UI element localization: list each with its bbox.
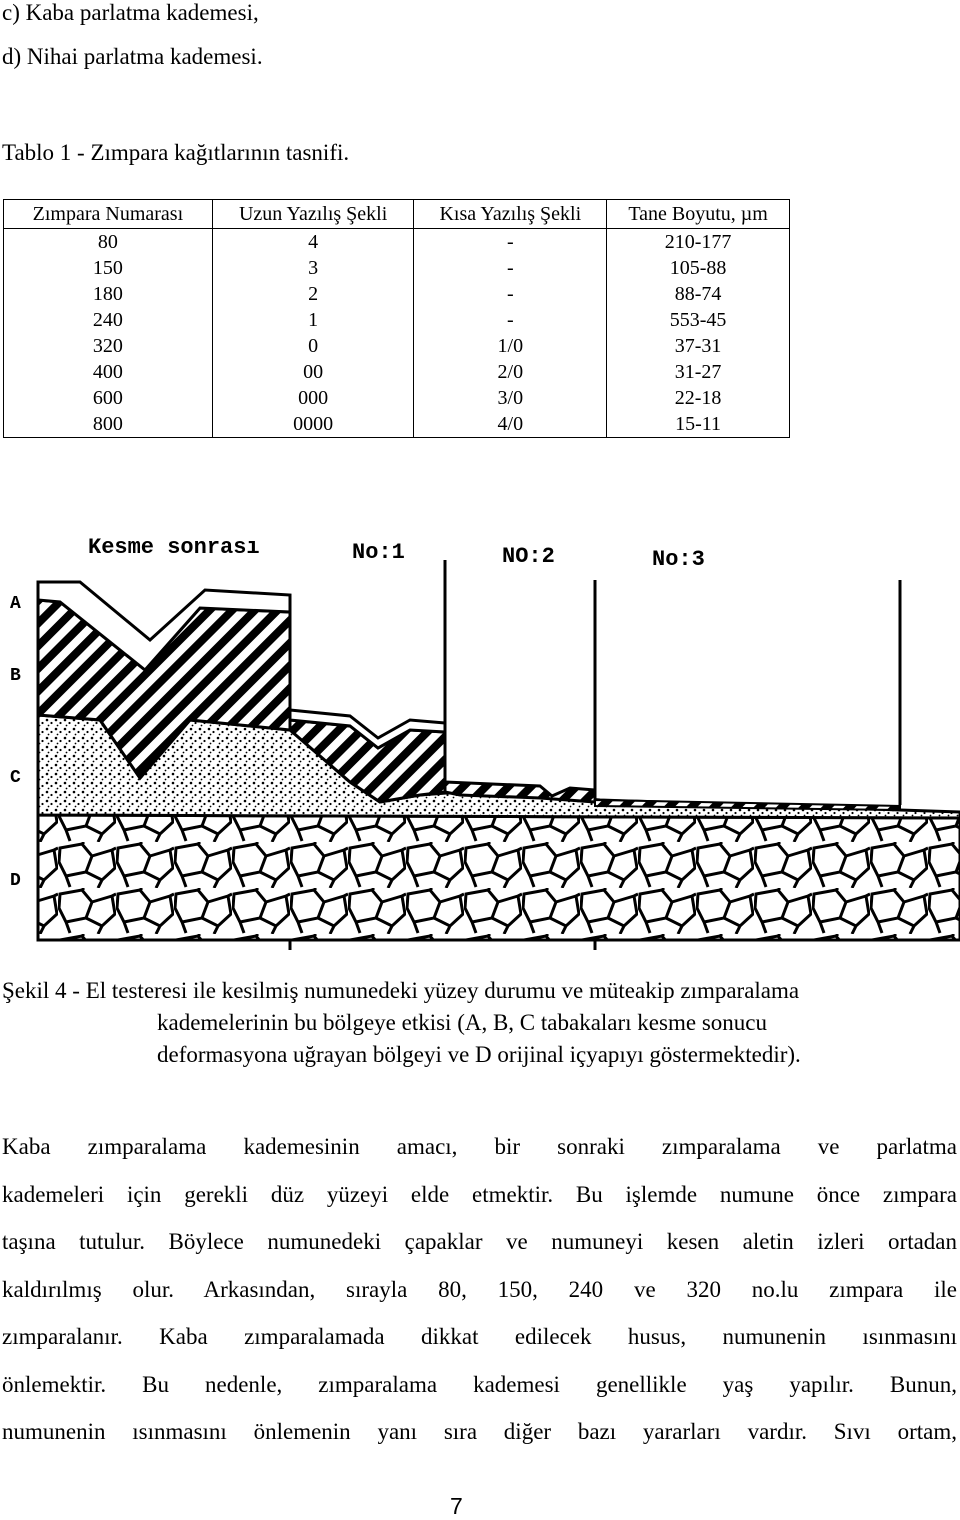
header-short-form: Kısa Yazılış Şekli: [414, 200, 607, 229]
label-kesme-sonrasi: Kesme sonrası: [88, 535, 260, 560]
table-row: [4, 411, 790, 438]
body-paragraph: [2, 1127, 957, 1460]
label-b: B: [10, 666, 21, 686]
table-cell: 0: [212, 333, 414, 359]
table-cell: -: [414, 281, 607, 307]
table-row: [4, 359, 790, 385]
table-cell: 88-74: [607, 281, 790, 307]
figure-caption: [2, 975, 957, 1071]
table-cell: 1: [212, 307, 414, 333]
table-cell: 31-27: [607, 359, 790, 385]
label-d: D: [10, 871, 21, 891]
table-cell: 600: [4, 385, 213, 411]
table-cell: 2/0: [414, 359, 607, 385]
label-a: A: [10, 594, 21, 614]
table-cell: 180: [4, 281, 213, 307]
table-cell: -: [414, 255, 607, 281]
table-row: [4, 255, 790, 281]
table-cell: 3: [212, 255, 414, 281]
table-cell: 150: [4, 255, 213, 281]
table-cell: 2: [212, 281, 414, 307]
caption-line: deformasyona uğrayan bölgeyi ve D orijinal içyapıyı göstermektedir).: [157, 1042, 801, 1067]
table-cell: 15-11: [607, 411, 790, 438]
body-line: kaldırılmış olur. Arkasından, sırayla 80, 150, 240 ve 320 no.lu zımpara ile: [2, 1276, 957, 1302]
sandpaper-table: [3, 199, 790, 438]
header-grit-number: Zımpara Numarası: [4, 200, 213, 229]
table-cell: 000: [212, 385, 414, 411]
table-row: [4, 385, 790, 411]
table-row: [4, 229, 790, 256]
table-cell: 240: [4, 307, 213, 333]
table-row: [4, 281, 790, 307]
table-cell: 0000: [212, 411, 414, 438]
caption-line: Şekil 4 - El testeresi ile kesilmiş numunedeki yüzey durumu ve müteakip zımparalama: [2, 978, 800, 1003]
header-grain-size: Tane Boyutu, µm: [607, 200, 790, 229]
table-row: [4, 307, 790, 333]
list-item-c: c) Kaba parlatma kademesi,: [2, 0, 259, 25]
table-cell: 400: [4, 359, 213, 385]
table-cell: 22-18: [607, 385, 790, 411]
table-cell: 210-177: [607, 229, 790, 256]
layer-d-original-structure: [38, 815, 960, 940]
table-title: Tablo 1 - Zımpara kağıtlarının tasnifi.: [2, 140, 350, 165]
body-line: Kaba zımparalama kademesinin amacı, bir sonraki zımparalama ve parlatma: [2, 1134, 957, 1159]
table-cell: 4: [212, 229, 414, 256]
page-number: 7: [450, 1493, 463, 1519]
label-no3: No:3: [652, 547, 705, 572]
table-cell: 105-88: [607, 255, 790, 281]
body-line: kademeleri için gerekli düz yüzeyi elde etmektir. Bu işlemde numune önce zımpara: [2, 1181, 957, 1207]
label-no1: No:1: [352, 540, 405, 565]
table-cell: -: [414, 229, 607, 256]
table-row: [4, 333, 790, 359]
label-c: C: [10, 768, 21, 788]
table-cell: 4/0: [414, 411, 607, 438]
body-line: zımparalanır. Kaba zımparalamada dikkat edilecek husus, numunenin ısınmasını: [2, 1324, 957, 1349]
body-line: numunenin ısınmasını önlemenin yanı sıra diğer bazı yararları vardır. Sıvı ortam,: [2, 1419, 957, 1444]
table-header-row: [4, 200, 790, 229]
table-cell: 800: [4, 411, 213, 438]
table-cell: 3/0: [414, 385, 607, 411]
table-cell: 553-45: [607, 307, 790, 333]
caption-line: kademelerinin bu bölgeye etkisi (A, B, C tabakaları kesme sonucu: [157, 1010, 767, 1035]
table-cell: 1/0: [414, 333, 607, 359]
table-cell: 37-31: [607, 333, 790, 359]
surface-layers-figure: [0, 520, 960, 955]
table-cell: 00: [212, 359, 414, 385]
body-line: taşına tutulur. Böylece numunedeki çapaklar ve numuneyi kesen aletin izleri ortadan: [2, 1229, 957, 1254]
header-long-form: Uzun Yazılış Şekli: [212, 200, 414, 229]
body-line: önlemektir. Bu nedenle, zımparalama kademesi genellikle yaş yapılır. Bunun,: [2, 1371, 957, 1397]
list-item-d: d) Nihai parlatma kademesi.: [2, 44, 263, 69]
table-cell: 320: [4, 333, 213, 359]
table-cell: -: [414, 307, 607, 333]
label-no2: NO:2: [502, 544, 555, 569]
table-cell: 80: [4, 229, 213, 256]
